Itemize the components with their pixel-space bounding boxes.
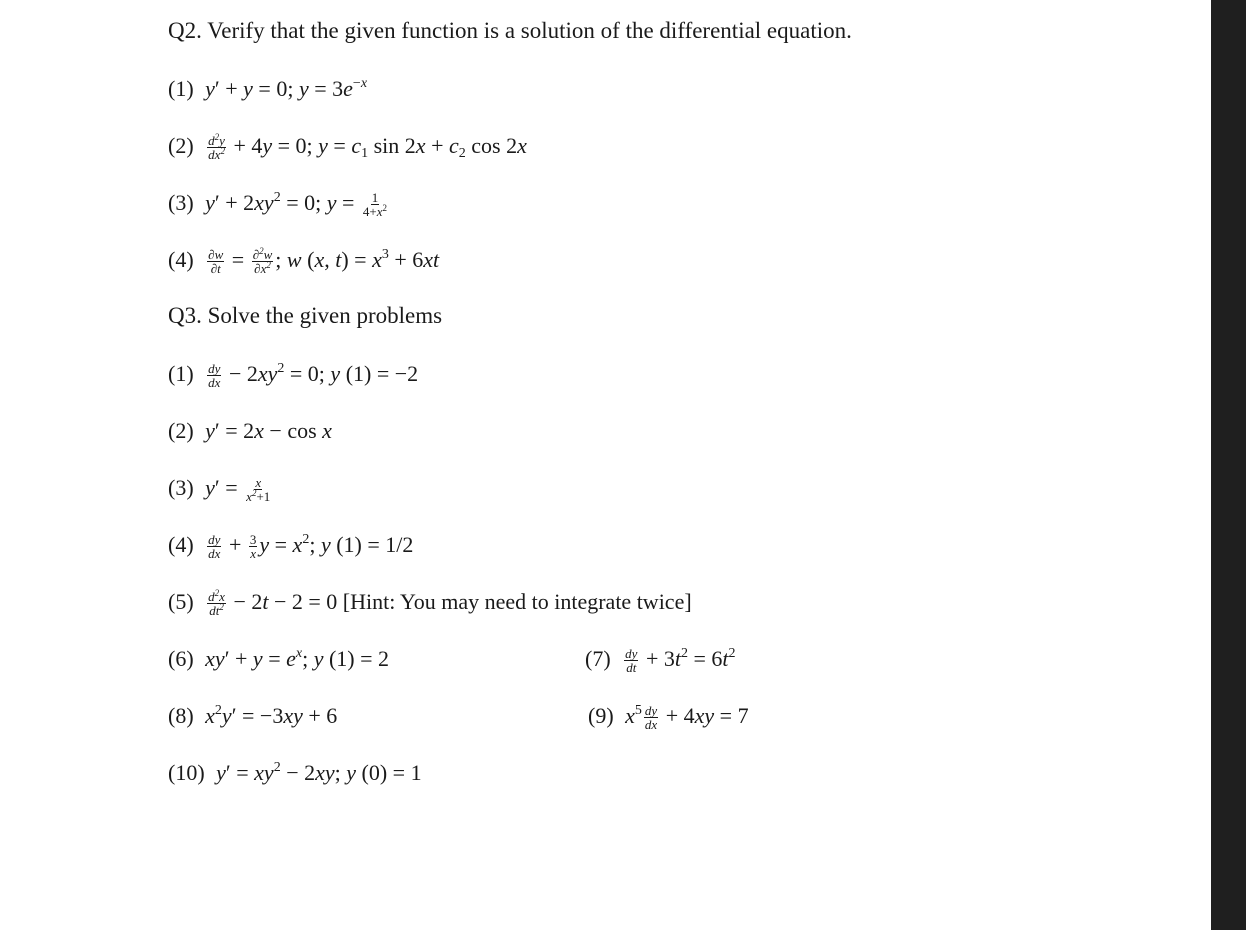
item-number: (3)	[168, 475, 194, 500]
item-number: (6)	[168, 646, 194, 671]
item-number: (4)	[168, 532, 194, 557]
q3-item-4: (4) $\frac{dy}{dx}$ + $\frac{3}{x}$ $y = x^2$; y (1) = 1/2	[168, 532, 414, 562]
q3-item-3: (3) y′ = $\frac{x}{x^2+1}$	[168, 475, 271, 505]
item-number: (2)	[168, 418, 194, 443]
item-number: (8)	[168, 703, 194, 728]
item-number: (4)	[168, 247, 194, 272]
item-number: (5)	[168, 589, 194, 614]
q2-heading: Q2. Verify that the given function is a solution of the differential equation.	[168, 18, 852, 43]
q3-item-2: (2) y′ = 2x − cos x	[168, 418, 332, 443]
q3-item-1: (1) $\frac{dy}{dx}$ − $2xy^2 = 0$; y (1) = −2	[168, 361, 419, 391]
item-number: (1)	[168, 76, 194, 101]
q3-item-8: (8) $x^2y' = -3xy + 6$	[168, 703, 338, 728]
item-number: (1)	[168, 361, 194, 386]
q3-item-5: (5) $\frac{d^2x}{dt^2}$ − 2t − 2 = 0 [Hint: You may need to integrate twice]	[168, 588, 692, 619]
item-number: (7)	[585, 646, 611, 671]
item-number: (10)	[168, 760, 205, 785]
q3-item-7: (7) $\frac{dy}{dt}$ + $3t^2 = 6t^2$	[585, 646, 736, 676]
q2-item-2: (2) $\frac{d^2y}{dx^2}$ + 4y = 0; $y = c_1$ $\sin 2x + c_2$ cos 2x	[168, 132, 527, 163]
q2-item-4: (4) $\frac{\partial w}{\partial t}$ = $\frac{\partial^2w}{\partial x^2}$ ; w (x, $t) = x^3 + 6xt$	[168, 246, 440, 277]
item-number: (2)	[168, 133, 194, 158]
q2-item-3: (3) $y' + 2xy^2 = 0$; y = $\frac{1}{4+x^2}$	[168, 190, 388, 220]
right-scrollbar-panel	[1211, 0, 1246, 930]
q3-item-10: (10) $y' = xy^2 - 2xy$; y (0) = 1	[168, 760, 422, 785]
q3-item-9: (9) $x^5$ $\frac{dy}{dx}$ + 4xy = 7	[588, 703, 749, 733]
item-number: (3)	[168, 190, 194, 215]
item-number: (9)	[588, 703, 614, 728]
q3-heading: Q3. Solve the given problems	[168, 303, 443, 328]
q3-item-6: (6) $xy' + y = e^x$; y (1) = 2	[168, 646, 390, 671]
q2-item-1: (1) y′ + y = 0; $y = 3e^{-x}$	[168, 76, 368, 101]
